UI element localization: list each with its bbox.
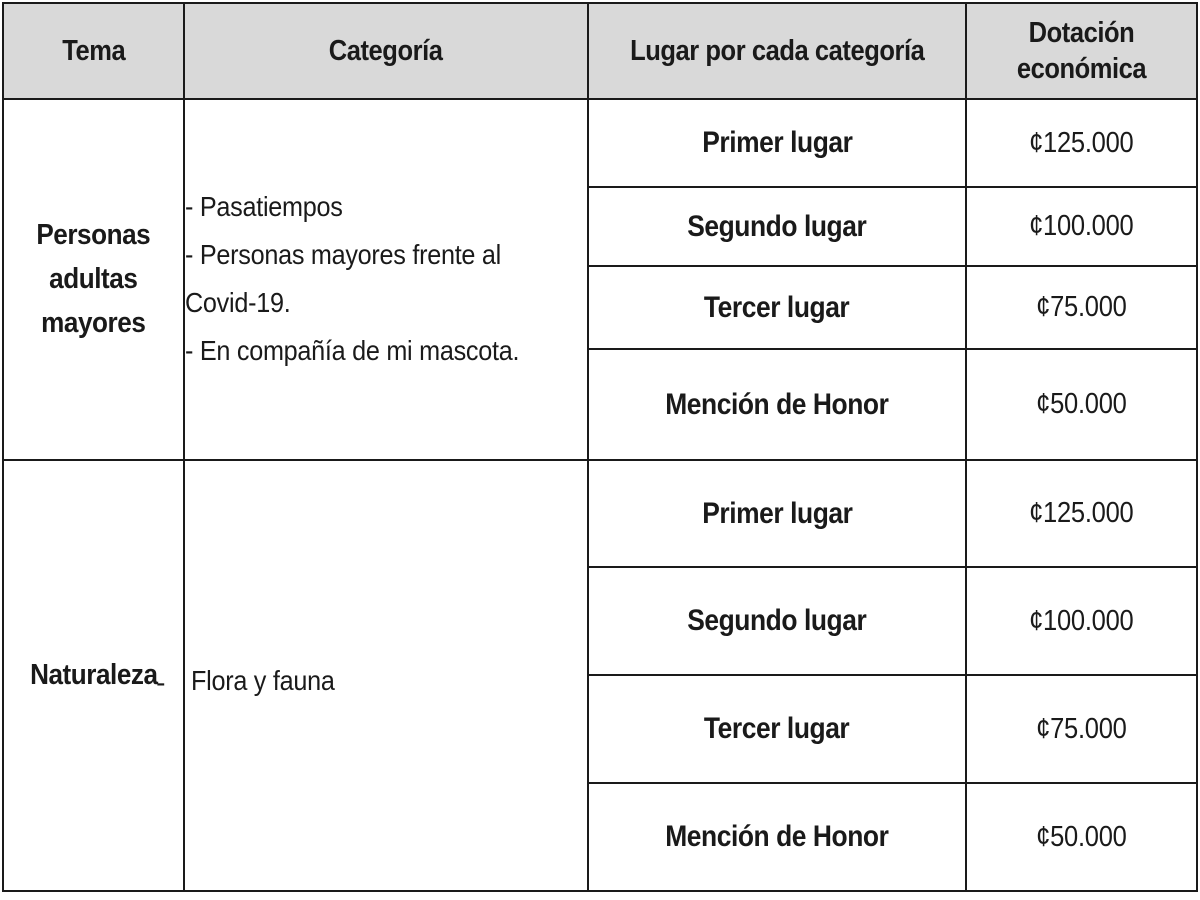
- header-lugar: Lugar por cada categoría: [588, 3, 966, 99]
- awards-table: [2, 2, 1198, 892]
- tema-cell-personas: [3, 99, 184, 460]
- tema-line: Naturaleza: [29, 659, 158, 692]
- dotacion-cell: ¢100.000: [966, 567, 1197, 675]
- lugar-cell: Segundo lugar: [588, 187, 966, 265]
- categoria-line: - Pasatiempos: [185, 191, 343, 223]
- header-tema: Tema: [3, 3, 184, 99]
- lugar-cell: Tercer lugar: [588, 266, 966, 349]
- categoria-line: - Personas mayores frente al: [185, 239, 501, 271]
- categoria-cell-personas: [184, 99, 588, 460]
- tema-cell-naturaleza: [3, 460, 184, 891]
- tema-line: mayores: [41, 307, 146, 340]
- categoria-line: - En compañía de mi mascota.: [185, 335, 520, 367]
- tema-line: adultas: [49, 263, 138, 296]
- header-categoria: Categoría: [184, 3, 588, 99]
- lugar-cell: Primer lugar: [588, 460, 966, 568]
- table-row: [3, 460, 1197, 568]
- table-header: [3, 3, 1197, 99]
- table-body: [3, 99, 1197, 891]
- tema-line: Personas: [36, 219, 151, 252]
- dotacion-cell: ¢100.000: [966, 187, 1197, 265]
- lugar-cell: Mención de Honor: [588, 783, 966, 891]
- header-dotacion-line2: económica: [1016, 53, 1147, 85]
- lugar-cell: Primer lugar: [588, 99, 966, 187]
- dotacion-cell: ¢125.000: [966, 460, 1197, 568]
- header-dotacion: [966, 3, 1197, 99]
- dotacion-cell: ¢50.000: [966, 783, 1197, 891]
- dotacion-cell: ¢125.000: [966, 99, 1197, 187]
- dotacion-cell: ¢75.000: [966, 675, 1197, 784]
- tema-dash: -: [156, 666, 165, 698]
- lugar-cell: Segundo lugar: [588, 567, 966, 675]
- categoria-line: Covid-19.: [185, 287, 291, 319]
- categoria-line: Flora y fauna: [191, 664, 335, 696]
- header-dotacion-line1: Dotación: [1028, 17, 1135, 49]
- table-row: [3, 99, 1197, 187]
- lugar-cell: Tercer lugar: [588, 675, 966, 784]
- categoria-cell-naturaleza: [184, 460, 588, 891]
- dotacion-cell: ¢50.000: [966, 349, 1197, 460]
- dotacion-cell: ¢75.000: [966, 266, 1197, 349]
- lugar-cell: Mención de Honor: [588, 349, 966, 460]
